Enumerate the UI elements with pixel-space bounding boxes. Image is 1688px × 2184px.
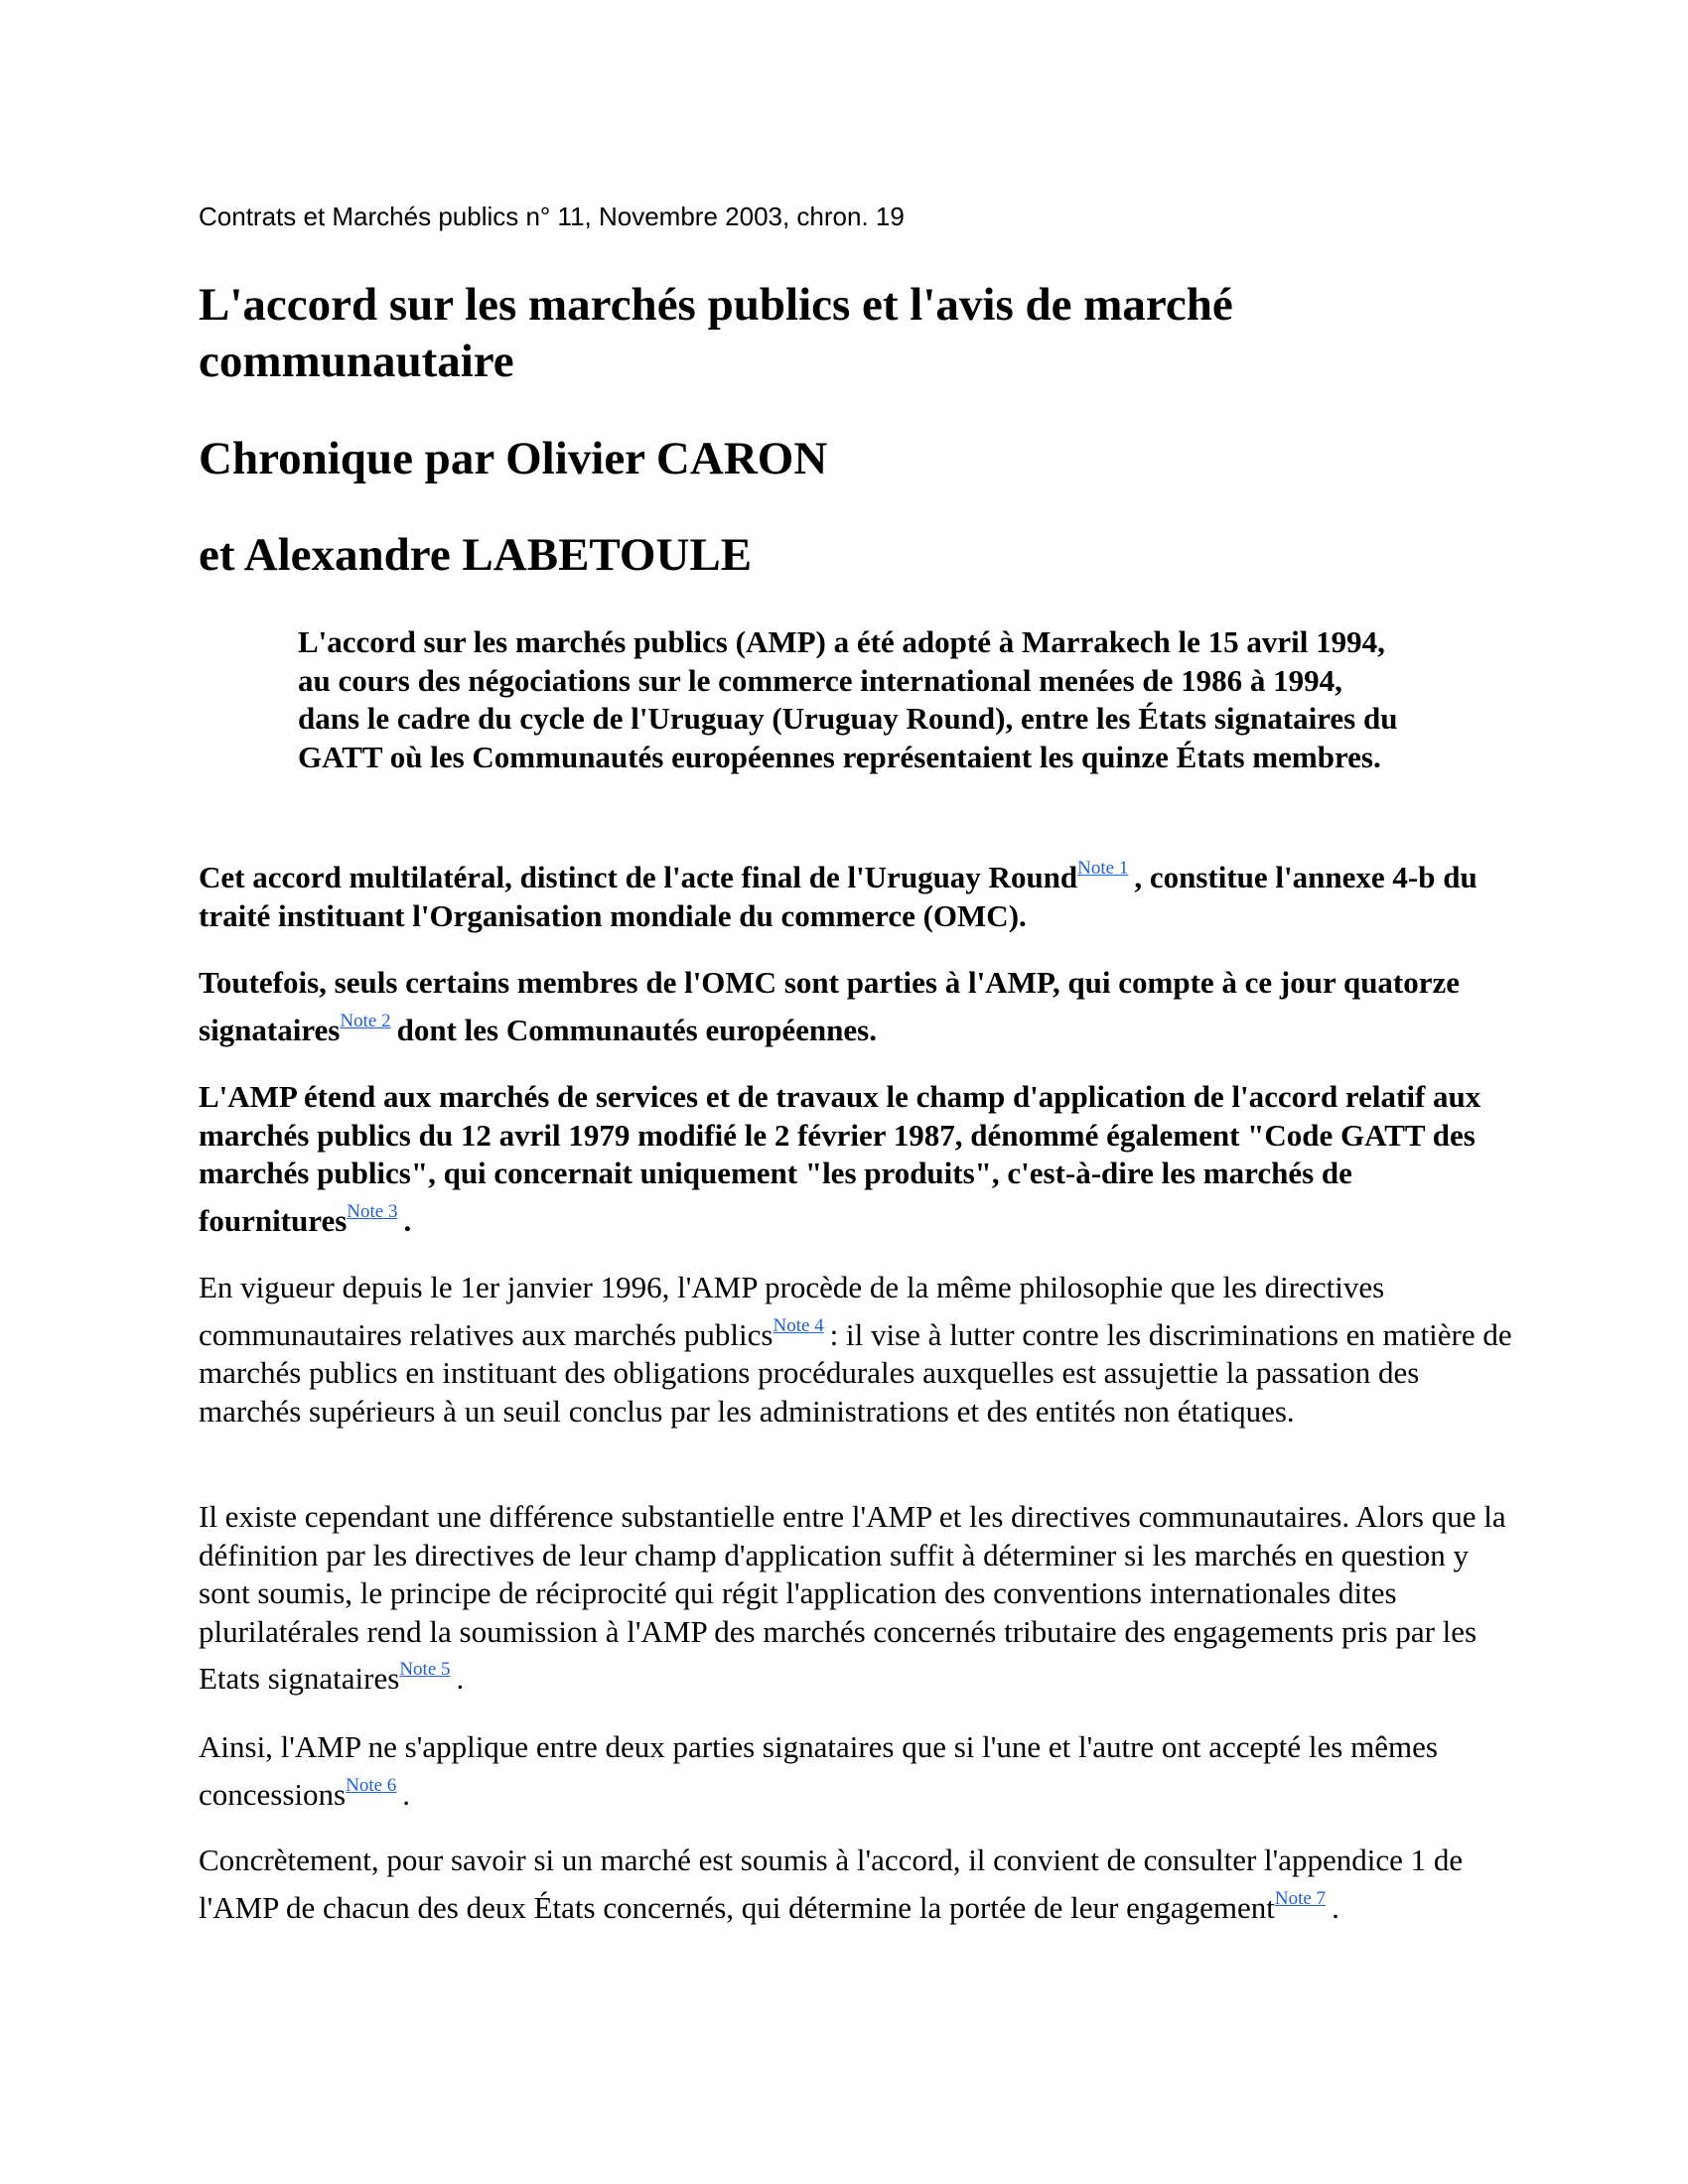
paragraph-4-text: En vigueur depuis le 1er janvier 1996, l'AMP procède de la même philosophie que les directives communautaires relatives aux marchés publics — [199, 1270, 1385, 1352]
paragraph-7 — [199, 1842, 1519, 1927]
byline-author-1: Chronique par Olivier CARON — [199, 433, 828, 484]
footnote-link-5[interactable]: Note 5 — [399, 1659, 451, 1680]
source-citation: Contrats et Marchés publics n° 11, Novembre 2003, chron. 19 — [199, 202, 905, 231]
paragraph-3-text: L'AMP étend aux marchés de services et de travaux le champ d'application de l'accord relatif aux marchés publics du 12 avril 1979 modifié le 2 février 1987, dénommé également "Code GATT des marchés publics", qui concernait uniquement "les produits", c'est-à-dire les marchés de fournitures — [199, 1079, 1481, 1238]
paragraph-5-text-end: . — [456, 1661, 465, 1696]
paragraph-4-text-end: : il vise à lutter contre les discriminations en matière de marchés publics en instituant des obligations procédurales auxquelles est assujettie la passation des marchés supérieurs à un seuil conclus par les administrations et des entités non étatiques. — [199, 1316, 1512, 1429]
paragraph-7-text: Concrètement, pour savoir si un marché est soumis à l'accord, il convient de consulter l'appendice 1 de l'AMP de chacun des deux États concernés, qui détermine la portée de leur engagement — [199, 1843, 1464, 1925]
paragraph-5-text: Il existe cependant une différence substantielle entre l'AMP et les directives communautaires. Alors que la définition par les directives de leur champ d'application suffit à déterminer si les marchés en question y sont soumis, le principe de réciprocité qui régit l'application des conventions internationales dites plurilatérales rend la soumission à l'AMP des marchés concernés tributaire des engagements pris par les Etats signataires — [199, 1499, 1506, 1696]
footnote-link-1[interactable]: Note 1 — [1077, 858, 1129, 879]
footnote-link-4[interactable]: Note 4 — [773, 1314, 824, 1336]
paragraph-3 — [199, 1078, 1519, 1240]
paragraph-1-text: Cet accord multilatéral, distinct de l'acte final de l'Uruguay Round — [199, 860, 1078, 894]
paragraph-2-text: Toutefois, seuls certains membres de l'OMC sont parties à l'AMP, qui compte à ce jour quatorze signataires — [199, 965, 1461, 1047]
byline-author-2: et Alexandre LABETOULE — [199, 529, 753, 581]
article-title: L'accord sur les marchés publics et l'avis de marché communautaire — [199, 279, 1233, 387]
paragraph-6-text-end: . — [402, 1776, 411, 1812]
paragraph-4 — [199, 1269, 1519, 1431]
footnote-link-3[interactable]: Note 3 — [347, 1200, 398, 1222]
paragraph-1-text-end: , constitue l'annexe 4-b du traité instituant l'Organisation mondiale du commerce (OMC). — [199, 860, 1477, 933]
footnote-link-7[interactable]: Note 7 — [1274, 1887, 1327, 1909]
paragraph-3-text-end: . — [403, 1202, 412, 1238]
paragraph-7-text-end: . — [1332, 1889, 1339, 1925]
paragraph-2 — [199, 964, 1519, 1049]
paragraph-1 — [199, 850, 1519, 935]
footnote-link-2[interactable]: Note 2 — [340, 1010, 391, 1031]
paragraph-5 — [199, 1498, 1519, 1699]
paragraph-6 — [199, 1728, 1519, 1814]
paragraph-2-text-end: dont les Communautés européennes. — [396, 1012, 877, 1047]
lead-paragraph: L'accord sur les marchés publics (AMP) a été adopté à Marrakech le 15 avril 1994, au cours des négociations sur le commerce international menées de 1986 à 1994, dans le cadre du cycle de l'Uruguay (Uruguay Round), entre les États signataires du GATT où les Communautés européennes représentaient les quinze États membres. — [298, 624, 1398, 774]
paragraph-6-text: Ainsi, l'AMP ne s'applique entre deux parties signataires que si l'une et l'autre ont accepté les mêmes concessions — [199, 1729, 1438, 1812]
footnote-link-6[interactable]: Note 6 — [346, 1774, 397, 1796]
